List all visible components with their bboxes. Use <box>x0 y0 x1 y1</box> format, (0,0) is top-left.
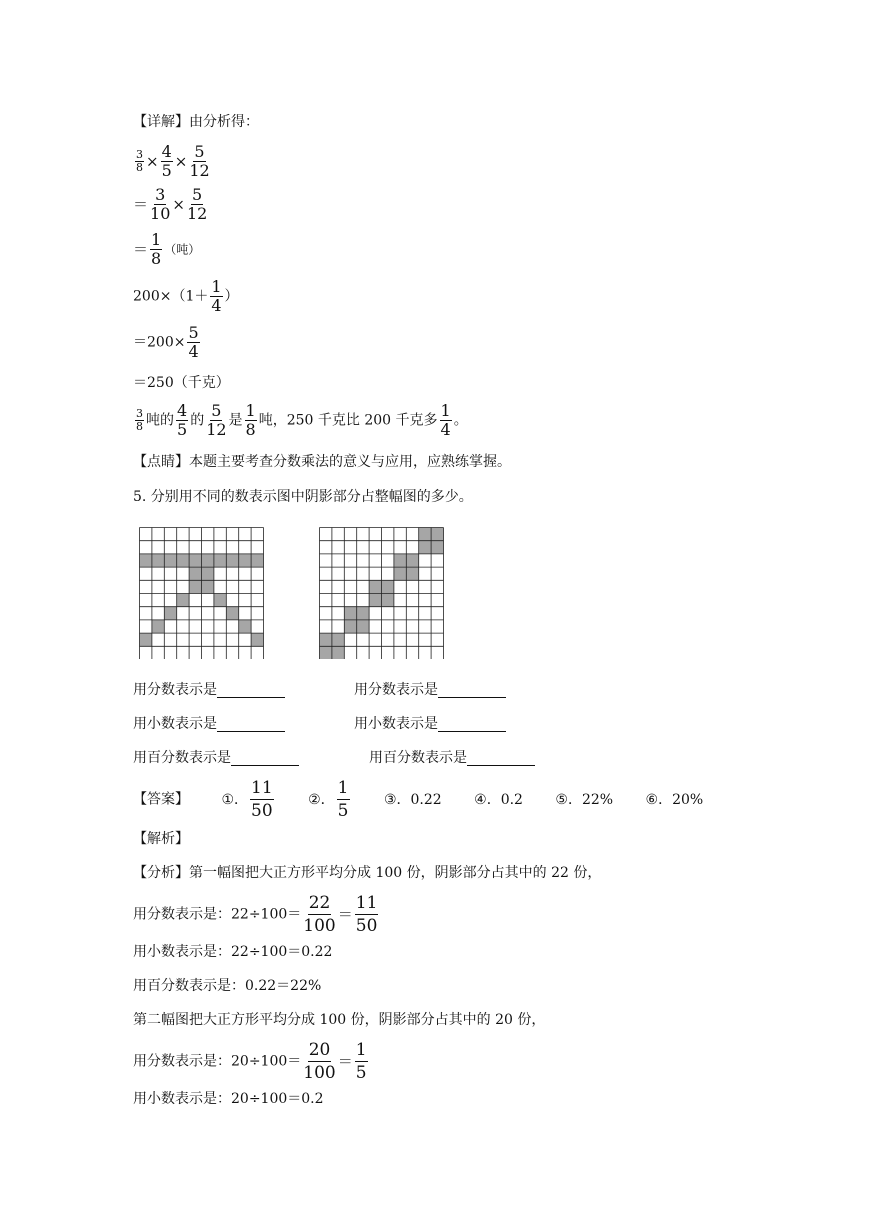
shaded-cell <box>177 594 189 607</box>
shaded-cell <box>251 554 263 567</box>
fraction: $\frac{5}{12}$ <box>206 401 227 439</box>
fill-row-percent-2: 用百分数表示是 <box>369 748 535 768</box>
fraction: $\frac{3}{8}$ <box>136 407 143 433</box>
summary-line: $\frac{3}{8}$ 吨的 $\frac{4}{5}$ 的 $\frac{5}{12}$ 是 $\frac{1}{8}$ 吨，250 千克比 200 千克多 $\frac{1}{4}$ 。 <box>136 401 468 439</box>
fill-row-decimal: 用小数表示是 <box>133 714 285 734</box>
shaded-cell <box>406 554 418 567</box>
fill-row-fraction: 用分数表示是 <box>133 680 285 700</box>
shaded-cell <box>369 580 381 593</box>
shaded-cell <box>332 646 344 659</box>
fraction: $\frac{1}{8}$ <box>245 401 256 439</box>
calc-line-4: 200×（1＋ $\frac{1}{4}$ ） <box>133 277 239 315</box>
shaded-cell <box>214 554 226 567</box>
shaded-cell <box>202 580 214 593</box>
shaded-cell <box>202 567 214 580</box>
shaded-cell <box>419 541 431 554</box>
shaded-cell <box>214 594 226 607</box>
fill-row-percent: 用百分数表示是 <box>133 748 299 768</box>
fraction: $\frac{1}{5}$ <box>355 1040 367 1083</box>
fraction: $\frac{1}{8}$ <box>151 230 162 268</box>
shaded-cell <box>226 554 238 567</box>
shaded-cell <box>140 633 152 646</box>
grid-figure-1 <box>139 527 264 659</box>
shaded-cell <box>320 633 332 646</box>
detail-heading: 【详解】由分析得： <box>133 114 259 130</box>
shaded-cell <box>382 594 394 607</box>
shaded-cell <box>164 554 176 567</box>
answer-blank[interactable] <box>217 717 285 732</box>
shaded-cell <box>189 567 201 580</box>
shaded-cell <box>394 567 406 580</box>
answer-blank[interactable] <box>217 683 285 698</box>
shaded-cell <box>431 528 443 541</box>
analysis-label: 【解析】 <box>133 831 189 847</box>
shaded-cell <box>239 620 251 633</box>
analysis-p2: 第二幅图把大正方形平均分成 100 份，阴影部分占其中的 20 份， <box>133 1012 546 1028</box>
fraction: $\frac{1}{4}$ <box>440 401 451 439</box>
fraction: $\frac{5}{12}$ <box>189 142 210 180</box>
analysis-line-2: 用小数表示是：22÷100＝0.22 <box>133 944 333 960</box>
shaded-cell <box>332 633 344 646</box>
answer-blank[interactable] <box>231 751 299 766</box>
answer-blank[interactable] <box>467 751 535 766</box>
analysis-line-1: 用分数表示是：22÷100＝ $\frac{22}{100}$ ＝ $\frac{11}{50}$ <box>133 893 378 936</box>
shaded-cell <box>344 607 356 620</box>
shaded-cell <box>357 620 369 633</box>
answer-line: 【答案】 ①． $\frac{11}{50}$ ②． $\frac{1}{5}$ ③．0.22 ④．0.2 ⑤．22% ⑥．20% <box>133 778 704 821</box>
analysis-line-5: 用小数表示是：20÷100＝0.2 <box>133 1091 324 1107</box>
comment: 【点睛】本题主要考查分数乘法的意义与应用，应熟练掌握。 <box>133 454 511 470</box>
shaded-cell <box>320 646 332 659</box>
shaded-cell <box>251 633 263 646</box>
fraction: $\frac{22}{100}$ <box>303 893 336 936</box>
fill-row-fraction-2: 用分数表示是 <box>354 680 506 700</box>
shaded-cell <box>152 620 164 633</box>
calc-line-2: ＝ $\frac{3}{10}$ × $\frac{5}{12}$ <box>133 185 208 223</box>
question-title: 5. 分别用不同的数表示图中阴影部分占整幅图的多少。 <box>133 489 473 505</box>
shaded-cell <box>189 580 201 593</box>
shaded-cell <box>419 528 431 541</box>
shaded-cell <box>226 607 238 620</box>
fraction: $\frac{1}{4}$ <box>211 277 222 315</box>
analysis-p1: 【分析】第一幅图把大正方形平均分成 100 份，阴影部分占其中的 22 份， <box>133 865 602 881</box>
shaded-cell <box>140 554 152 567</box>
shaded-cell <box>189 554 201 567</box>
fraction: $\frac{5}{12}$ <box>186 185 208 223</box>
shaded-cell <box>406 567 418 580</box>
shaded-cell <box>431 541 443 554</box>
fraction: $\frac{4}{5}$ <box>161 142 172 180</box>
calc-line-6: ＝250（千克） <box>133 375 230 391</box>
grid-figure-2 <box>319 527 444 659</box>
analysis-line-3: 用百分数表示是：0.22＝22% <box>133 978 322 994</box>
shaded-cell <box>394 554 406 567</box>
shaded-cell <box>202 554 214 567</box>
calc-line-3: ＝ $\frac{1}{8}$ （吨） <box>133 230 201 268</box>
answer-blank[interactable] <box>438 683 506 698</box>
fraction: $\frac{4}{5}$ <box>177 401 188 439</box>
fraction: $\frac{11}{50}$ <box>251 778 273 821</box>
fraction: $\frac{1}{5}$ <box>337 778 349 821</box>
calc-line-1: $\frac{3}{8}$ × $\frac{4}{5}$ × $\frac{5}{12}$ <box>136 142 210 180</box>
shaded-cell <box>152 554 164 567</box>
shaded-cell <box>164 607 176 620</box>
fraction: $\frac{5}{4}$ <box>188 323 199 361</box>
shaded-cell <box>382 580 394 593</box>
fraction: $\frac{20}{100}$ <box>303 1040 336 1083</box>
fill-row-decimal-2: 用小数表示是 <box>354 714 506 734</box>
shaded-cell <box>177 554 189 567</box>
shaded-cell <box>357 607 369 620</box>
shaded-cell <box>239 554 251 567</box>
fraction: $\frac{11}{50}$ <box>355 893 378 936</box>
shaded-cell <box>344 620 356 633</box>
answer-blank[interactable] <box>438 717 506 732</box>
analysis-line-4: 用分数表示是：20÷100＝ $\frac{20}{100}$ ＝ $\frac{1}{5}$ <box>133 1040 367 1083</box>
calc-line-5: ＝200× $\frac{5}{4}$ <box>133 323 199 361</box>
fraction: $\frac{3}{8}$ <box>136 148 143 174</box>
shaded-cell <box>369 594 381 607</box>
fraction: $\frac{3}{10}$ <box>150 185 171 223</box>
